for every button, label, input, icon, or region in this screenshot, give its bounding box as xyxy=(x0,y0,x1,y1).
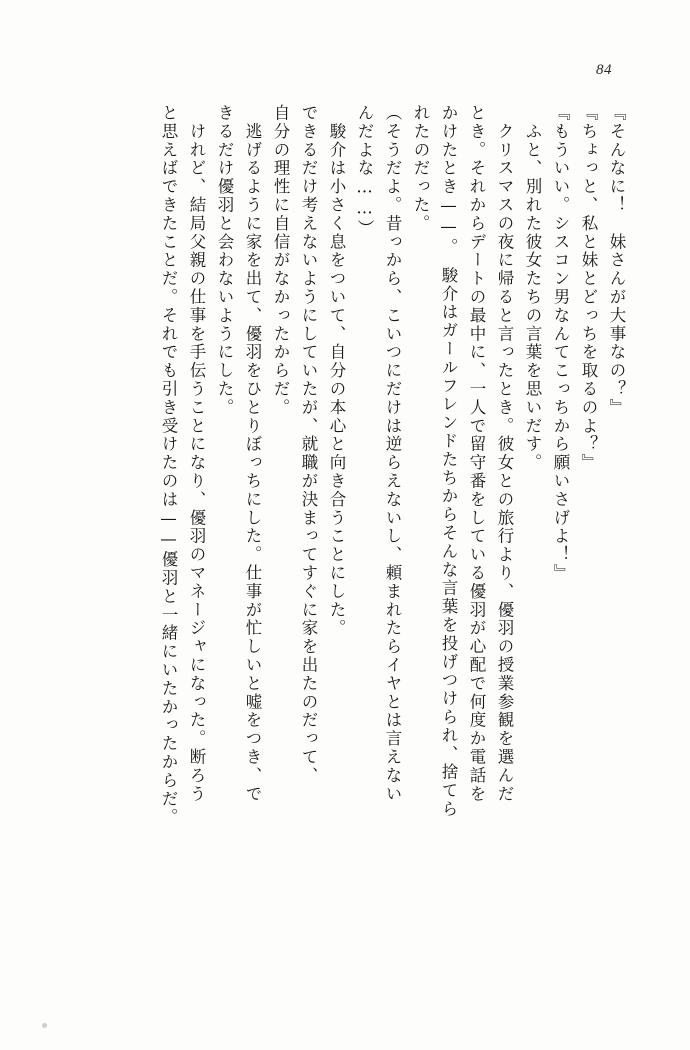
page-number: 84 xyxy=(596,62,612,78)
text-column: と思えばできたことだ。それでも引き受けたのは——優羽と一緒にいたかったからだ。 xyxy=(159,104,178,827)
text-column: 逃げるように家を出て、優羽をひとりぼっちにした。仕事が忙しいと嘘をつき、で xyxy=(243,104,262,804)
text-column: （そうだよ。昔っから、こいつにだけは逆らえないし、頼まれたらイヤとは言えない xyxy=(383,104,402,804)
text-column: かけたとき——。 駿介はガールフレンドたちからそんな言葉を投げつけられ、捨てら xyxy=(439,104,458,819)
text-column: できるだけ考えないようにしていたが、就職が決まってすぐに家を出たのだって、 xyxy=(299,104,318,785)
page-corner-mark xyxy=(42,1023,47,1028)
text-column: クリスマスの夜に帰ると言ったとき。彼女との旅行より、優羽の授業参観を選んだ xyxy=(495,104,514,804)
text-column: 駿介は小さく息をついて、自分の本心と向き合うことにした。 xyxy=(327,104,346,638)
text-column: んだよな……） xyxy=(355,104,374,238)
text-column: 『もういい。シスコン男なんてこっちから願いさげよ！』 xyxy=(551,104,570,583)
text-column: 『そんなに！ 妹さんが大事なの？』 xyxy=(607,104,626,417)
vertical-text-body xyxy=(64,104,624,974)
text-column: れたのだった。 xyxy=(411,104,430,233)
text-column: 自分の理性に自信がなかったからだ。 xyxy=(271,104,290,417)
text-column: ふと、別れた彼女たちの言葉を思いだす。 xyxy=(523,104,542,472)
text-column: きるだけ優羽と会わないようにした。 xyxy=(215,104,234,417)
text-column: けれど、結局父親の仕事を手伝うことになり、優羽のマネージャになった。断ろう xyxy=(187,104,206,804)
text-column: とき。それからデートの最中に、一人で留守番をしている優羽が心配で何度か電話を xyxy=(467,104,486,804)
text-column: 『ちょっと、私と妹とどっちを取るのよ？』 xyxy=(579,104,598,472)
